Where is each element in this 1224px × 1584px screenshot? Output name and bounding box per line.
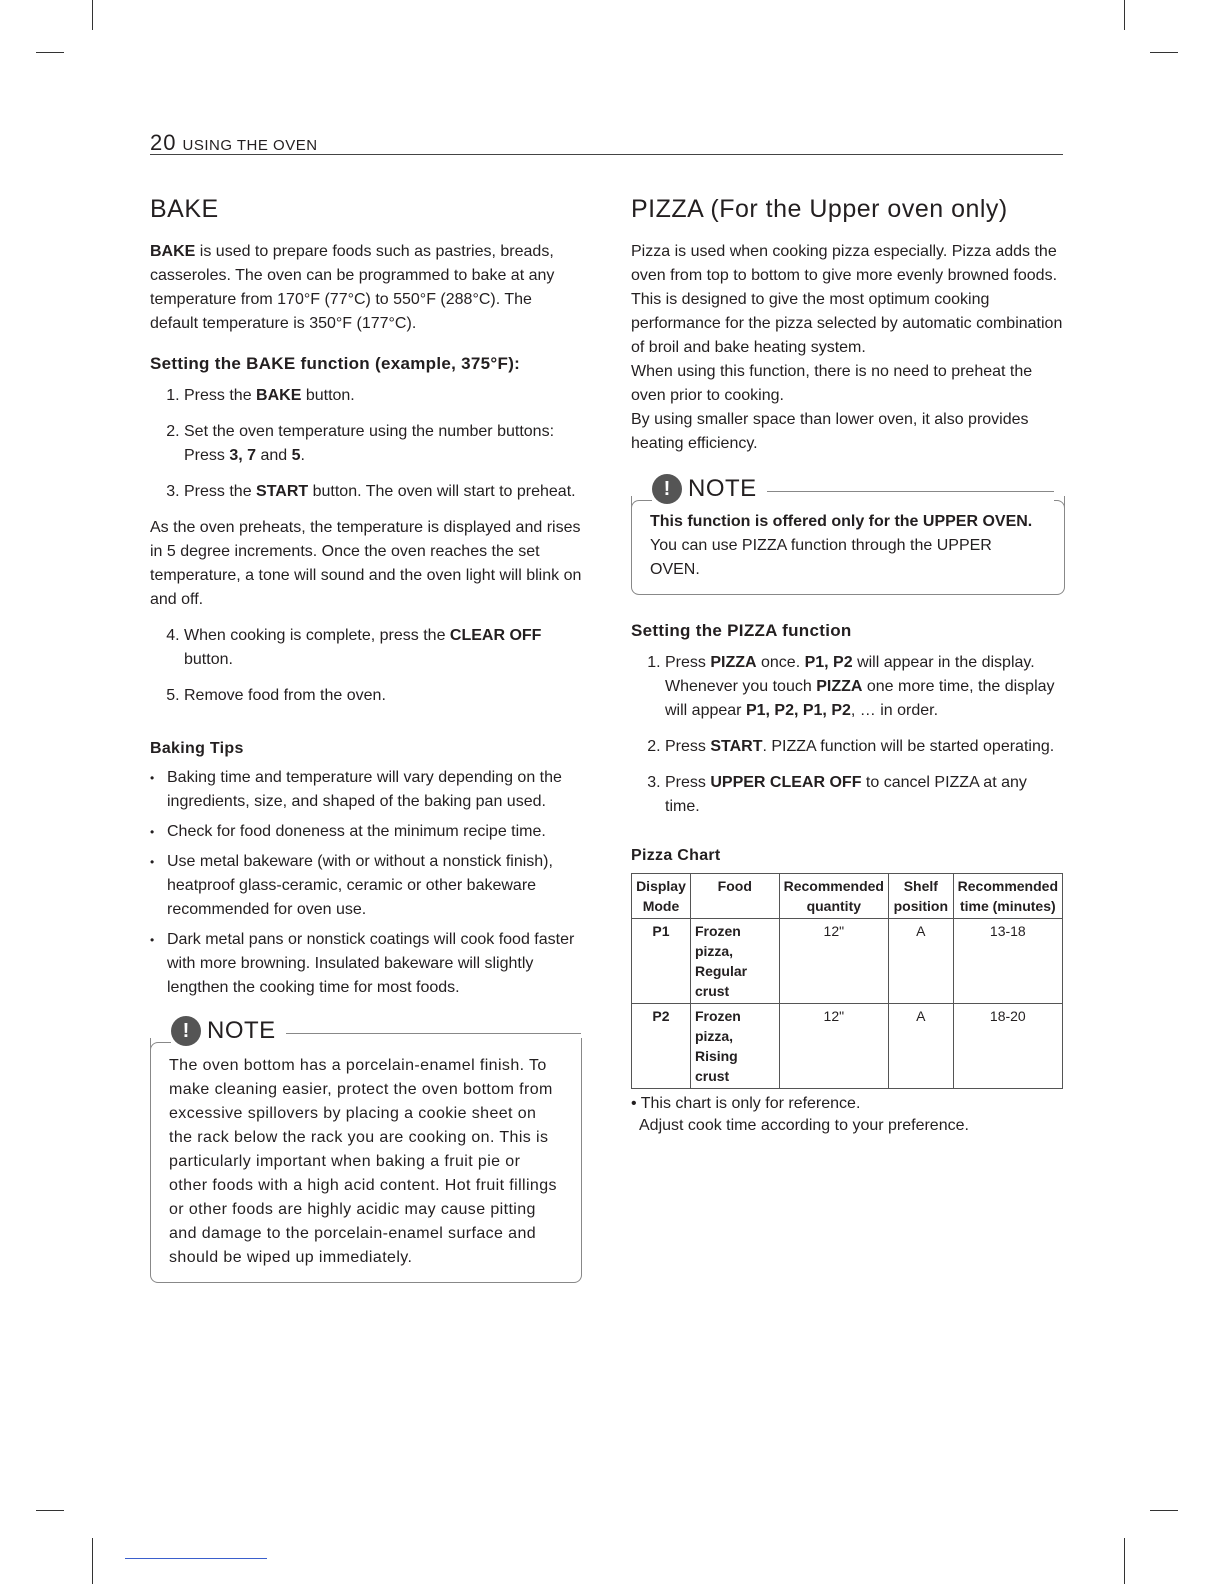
bake-note-box: [150, 1017, 582, 1283]
table-cell: 13-18: [953, 919, 1062, 1004]
pizza-column: [631, 192, 1065, 1137]
footer-rule: [125, 1558, 267, 1559]
crop-mark: [36, 1510, 64, 1511]
pizza-intro-1: Pizza is used when cooking pizza especially. Pizza adds the oven from top to bottom to give more evenly browned foods.: [631, 243, 1058, 284]
baking-tips-title: Baking Tips: [150, 740, 244, 757]
list-item: 1. Press the BAKE button.: [184, 384, 582, 408]
list-item: • Use metal bakeware (with or without a nonstick finish), heatproof glass-ceramic, ceramic or other bakeware recommended for oven use.: [167, 850, 582, 922]
bake-title: BAKE: [150, 195, 219, 223]
crop-mark: [1150, 52, 1178, 53]
pizza-chart-title: Pizza Chart: [631, 847, 721, 864]
table-cell: P2: [632, 1004, 691, 1089]
table-cell: A: [888, 919, 953, 1004]
pizza-title: PIZZA (For the Upper oven only): [631, 195, 1008, 223]
bake-preheat-text: As the oven preheats, the temperature is displayed and rises in 5 degree increments. Once the oven reaches the set temperature, a tone will sound and the oven light will blink on and off.: [150, 519, 582, 608]
baking-tips-list: [150, 766, 582, 1000]
list-item: 2. Press START. PIZZA function will be started operating.: [665, 735, 1065, 759]
list-item: • Baking time and temperature will vary depending on the ingredients, size, and shaped of the baking pan used.: [167, 766, 582, 814]
pizza-setting-title: Setting the PIZZA function: [631, 621, 852, 640]
pizza-steps: [631, 651, 1065, 819]
chart-note-1: • This chart is only for reference.: [631, 1095, 861, 1112]
table-row: [632, 1004, 1063, 1089]
table-cell: P1: [632, 919, 691, 1004]
bake-steps: [150, 384, 582, 504]
table-header-row: [632, 874, 1063, 919]
table-cell: 18-20: [953, 1004, 1062, 1089]
crop-mark: [36, 52, 64, 53]
section-title: USING THE OVEN: [182, 137, 318, 154]
list-item: 2. Set the oven temperature using the number buttons: Press 3, 7 and 5.: [184, 420, 582, 468]
list-item: 3. Press the START button. The oven will start to preheat.: [184, 480, 582, 504]
crop-mark: [92, 0, 93, 30]
table-row: [632, 919, 1063, 1004]
table-header: Shelf position: [888, 874, 953, 919]
crop-mark: [1124, 0, 1125, 30]
pizza-intro-3: When using this function, there is no need to preheat the oven prior to cooking.: [631, 363, 1033, 404]
list-item: • Check for food doneness at the minimum recipe time.: [167, 820, 582, 844]
table-cell: Frozen pizza, Rising crust: [690, 1004, 779, 1089]
bake-steps-continued: [150, 624, 582, 708]
exclamation-icon: !: [652, 474, 682, 504]
list-item: 3. Press UPPER CLEAR OFF to cancel PIZZA at any time.: [665, 771, 1065, 819]
list-item: 5. Remove food from the oven.: [184, 684, 582, 708]
pizza-note-box: [631, 475, 1065, 595]
crop-mark: [1150, 1510, 1178, 1511]
table-cell: 12": [779, 919, 888, 1004]
table-header: Display Mode: [632, 874, 691, 919]
table-header: Recommended quantity: [779, 874, 888, 919]
note-label: NOTE: [688, 475, 757, 502]
list-item: 4. When cooking is complete, press the CLEAR OFF button.: [184, 624, 582, 672]
bake-setting-title: Setting the BAKE function (example, 375°F):: [150, 354, 521, 373]
bake-intro: BAKE is used to prepare foods such as pastries, breads, casseroles. The oven can be programmed to bake at any temperature from 170°F (77°C) to 550°F (288°C). The default temperature is 350°F (177°C).: [150, 243, 555, 332]
table-cell: A: [888, 1004, 953, 1089]
crop-mark: [1124, 1538, 1125, 1584]
chart-note-2: Adjust cook time according to your preference.: [639, 1117, 969, 1134]
page-number: 20: [150, 130, 177, 155]
note-label: NOTE: [207, 1017, 276, 1044]
page-header: [150, 130, 1063, 155]
pizza-note-bold: This function is offered only for the UPPER OVEN.: [650, 513, 1033, 530]
list-item: 1. Press PIZZA once. P1, P2 will appear in the display. Whenever you touch PIZZA one more time, the display will appear P1, P2, P1, P2, … in order.: [665, 651, 1065, 723]
table-header: Recommended time (minutes): [953, 874, 1062, 919]
crop-mark: [92, 1538, 93, 1584]
table-header: Food: [690, 874, 779, 919]
list-item: • Dark metal pans or nonstick coatings will cook food faster with more browning. Insulated bakeware will slightly lengthen the cooking time for most foods.: [167, 928, 582, 1000]
pizza-chart-table: [631, 873, 1063, 1089]
exclamation-icon: !: [171, 1016, 201, 1046]
table-cell: 12": [779, 1004, 888, 1089]
pizza-note-text: You can use PIZZA function through the UPPER OVEN.: [650, 537, 992, 578]
bake-note-text: The oven bottom has a porcelain-enamel finish. To make cleaning easier, protect the oven bottom from excessive spillovers by placing a cookie sheet on the rack below the rack you are cooking on. This is particularly important when baking a fruit pie or other foods with a high acid content. Hot fruit fillings or other foods are highly acidic may cause pitting and damage to the porcelain-enamel surface and should be wiped up immediately.: [169, 1057, 557, 1266]
pizza-intro-4: By using smaller space than lower oven, it also provides heating efficiency.: [631, 411, 1029, 452]
table-cell: Frozen pizza, Regular crust: [690, 919, 779, 1004]
pizza-intro-2: This is designed to give the most optimum cooking performance for the pizza selected by automatic combination of broil and bake heating system.: [631, 291, 1063, 356]
bake-column: [150, 192, 582, 1283]
